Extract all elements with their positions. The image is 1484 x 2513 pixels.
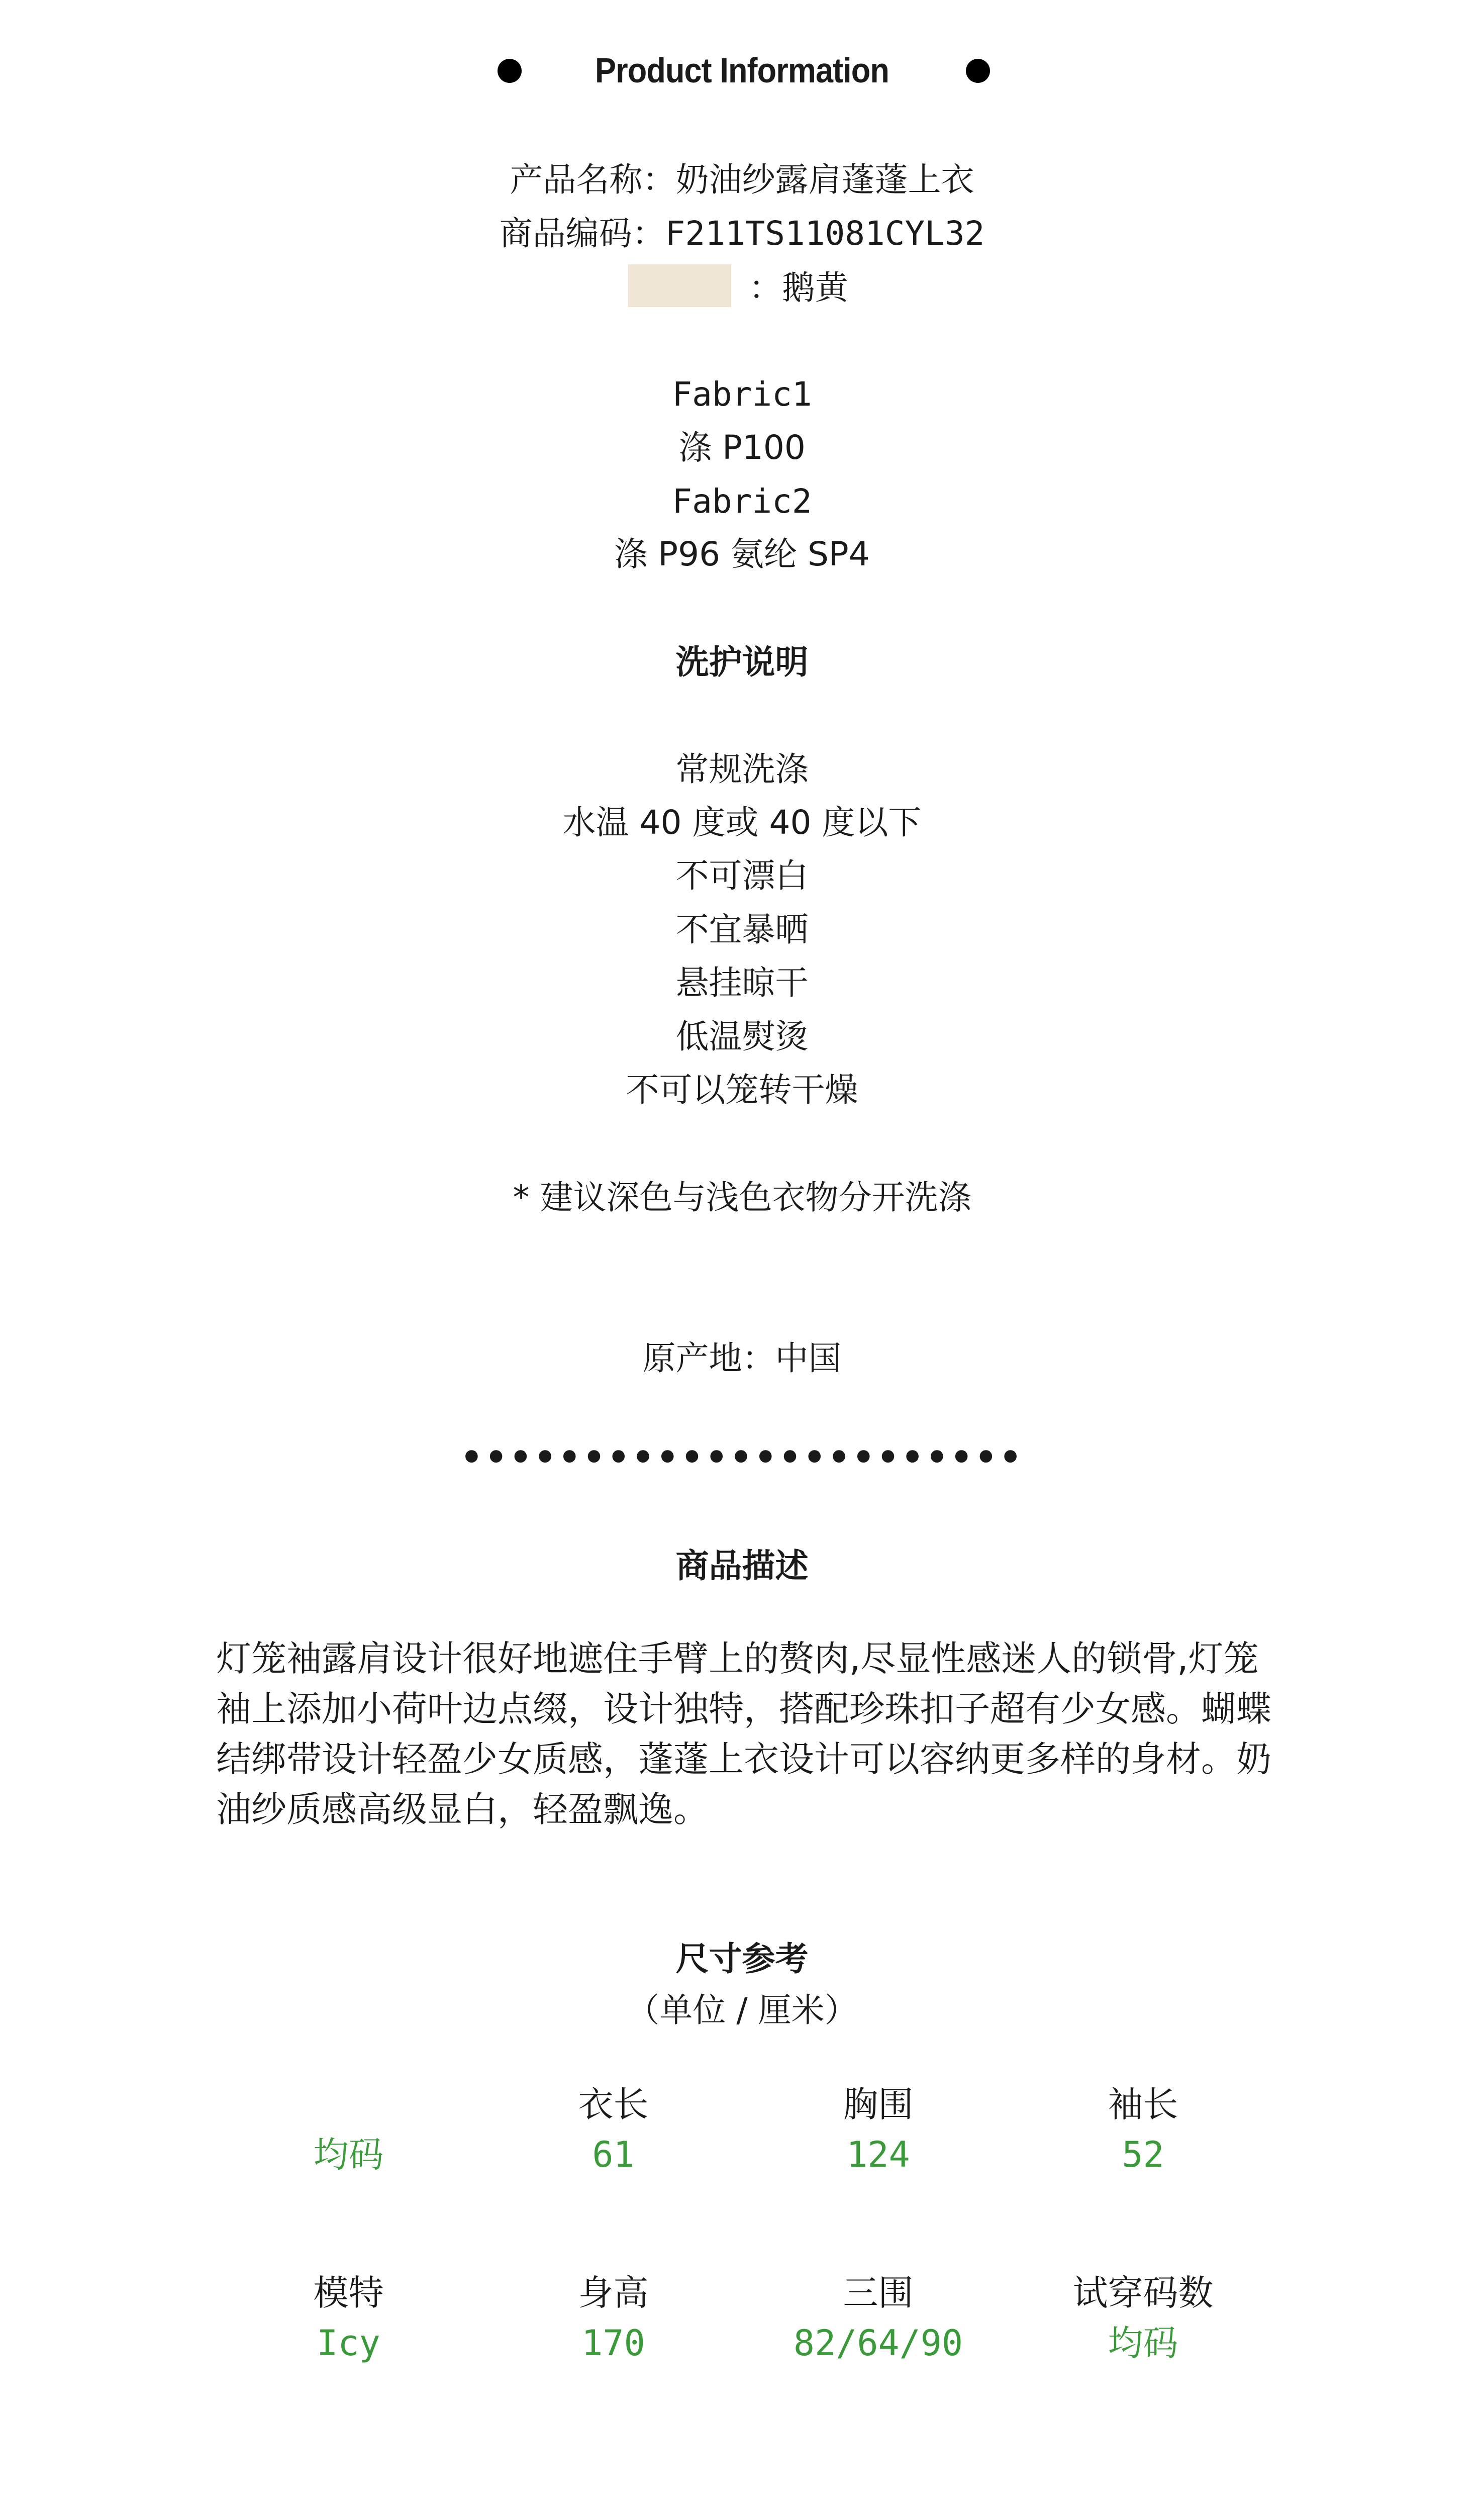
color-name: ：鹅黄 [749, 268, 848, 307]
origin: 原产地：中国 [642, 1339, 842, 1378]
size-unit: （单位 / 厘米） [626, 1991, 858, 2029]
care-item: 水温 40 度或 40 度以下 [562, 803, 922, 842]
fabric2-label: Fabric2 [672, 482, 812, 521]
care-item: 低温熨烫 [675, 1017, 809, 1056]
model-header-cell: 身高 [578, 2272, 649, 2313]
size-value-cell: 61 [592, 2134, 635, 2175]
product-code: 商品编码：F211TS11081CYL32 [499, 214, 985, 253]
care-item: 不可以笼转干燥 [626, 1071, 858, 1109]
care-heading: 洗护说明 [675, 643, 809, 682]
size-heading: 尺寸参考 [675, 1940, 809, 1978]
bullet-dot-right [966, 59, 990, 83]
size-header-cell: 胸围 [843, 2084, 914, 2125]
care-item: 常规洗涤 [675, 750, 809, 789]
model-table [216, 2268, 1276, 2368]
fabric2-value: 涤 P96 氨纶 SP4 [614, 535, 870, 573]
size-table [216, 2079, 1276, 2180]
care-note: * 建议深色与浅色衣物分开洗涤 [513, 1178, 971, 1217]
model-value-cell: 均码 [1108, 2323, 1178, 2364]
model-header-cell: 模特 [313, 2272, 384, 2313]
color-swatch [628, 264, 731, 307]
model-value-cell: Icy [317, 2323, 380, 2364]
title-block [0, 43, 1484, 98]
model-value-cell: 170 [581, 2323, 645, 2364]
size-value-cell: 均码 [313, 2134, 384, 2175]
dotted-divider: ••••••••••••••••••••••• [460, 1437, 1024, 1478]
color-row [0, 261, 1484, 312]
fabric1-label: Fabric1 [672, 375, 812, 414]
product-name: 产品名称：奶油纱露肩蓬蓬上衣 [510, 160, 974, 199]
size-value-cell: 52 [1122, 2134, 1164, 2175]
size-header-cell: 袖长 [1108, 2084, 1178, 2125]
model-value-cell: 82/64/90 [793, 2323, 963, 2364]
size-header-cell: 衣长 [578, 2084, 649, 2125]
model-header-cell: 试穿码数 [1072, 2272, 1214, 2313]
fabric1-value: 涤 P100 [678, 428, 806, 467]
care-item: 不宜暴晒 [675, 910, 809, 949]
description-text: 灯笼袖露肩设计很好地遮住手臂上的赘肉,尽显性感迷人的锁骨,灯笼袖上添加小荷叶边点缀，设计独特，搭配珍珠扣子超有少女感。蝴蝶结绑带设计轻盈少女质感，蓬蓬上衣设计可以容纳更多样的身材。奶油纱质感高级显白，轻盈飘逸。 [216, 1638, 1271, 1830]
care-item: 悬挂晾干 [675, 963, 809, 1002]
care-item: 不可漂白 [675, 856, 809, 895]
description-heading: 商品描述 [675, 1547, 809, 1585]
page-title: Product Information [595, 51, 889, 90]
size-value-cell: 124 [846, 2134, 910, 2175]
model-header-cell: 三围 [843, 2272, 914, 2313]
